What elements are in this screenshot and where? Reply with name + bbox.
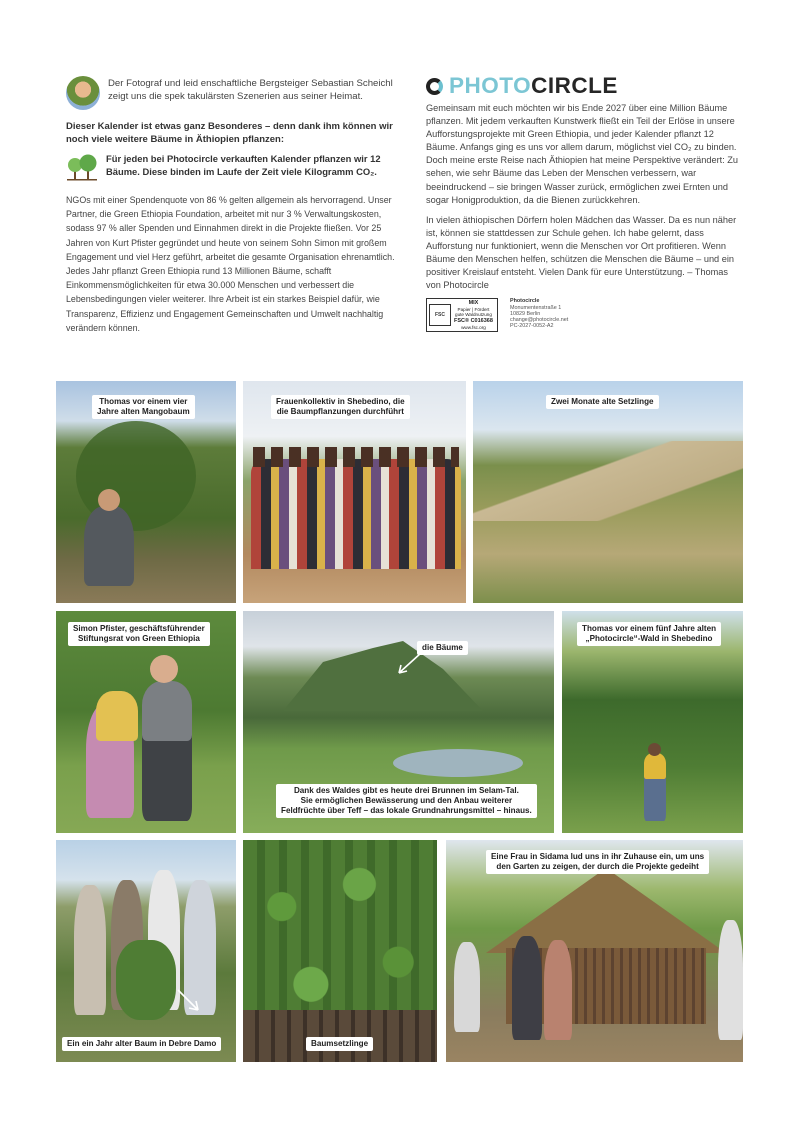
caption-sidama-home: Eine Frau in Sidama lud uns in ihr Zuhause ein, um uns den Garten zu zeigen, der durch die Projekte gedeiht [486, 850, 709, 874]
photo-selam-valley [243, 611, 554, 833]
caption-simon-pfister: Simon Pfister, geschäftsführender Stiftungsrat von Green Ethiopia [68, 622, 210, 646]
photocircle-column [426, 73, 744, 332]
photo-simon-pfister [56, 611, 236, 833]
fsc-tree-icon: FSC [429, 304, 451, 326]
paragraph-2: In vielen äthiopischen Dörfern holen Mädchen das Wasser. Da es nun näher ist, können sie stattdessen zur Schule gehen. Ich habe gelernt, dass Aufforstung nur funktioniert, wenn die Menschen vor Ort profitieren. Wenn Bäume den Menschen helfen, schützen die Menschen die Bäume – und ein positiver Kreislauf entsteht. Vielen Dank für eure Unterstützung. – Thomas von Photocircle [426, 214, 737, 291]
photo-tree-seedlings [243, 840, 437, 1062]
publisher-city: 10829 Berlin [510, 310, 541, 317]
publisher-email: change@photocircle.net [510, 316, 569, 323]
photo-debre-damo-tree [56, 840, 236, 1062]
lead-text: Dieser Kalender ist etwas ganz Besonderes – denn dank ihm können wir noch viele weitere Bäume in Äthiopien pflanzen: [66, 121, 393, 145]
logo-part-circle: CIRCLE [531, 73, 618, 98]
caption-photocircle-forest: Thomas vor einem fünf Jahre alten „Photocircle“-Wald in Shebedino [577, 622, 721, 646]
photographer-avatar [66, 76, 100, 110]
author-block [66, 76, 396, 110]
publisher-name: Photocircle [510, 298, 540, 305]
fsc-web: www.fsc.org [461, 325, 486, 331]
caption-seedlings-two-months: Zwei Monate alte Setzlinge [546, 395, 659, 409]
photo-mango-tree [56, 381, 236, 603]
fsc-badge [426, 298, 498, 332]
ngo-text: NGOs mit einer Spendenquote von 86 % gelten allgemein als hervorragend. Unser Partner, die Green Ethiopia Foundation, arbeitet mit nur 3 % Verwaltungskosten, sodass 97 % aller Spenden und Einnahmen direkt in die Projekte fließen. Vor 25 Jahren von Kurt Pfister gegründet und heute von seinem Sohn Simon mit großem Engagement und viel Herz geführt, arbeitet die gesamte Organisation ehrenamtlich. Jedes Jahr pflanzt Green Ethiopia rund 13 Millionen Bäume, schafft Einkommensmöglichkeiten für etwa 30.000 Menschen und verbessert die Lebensbedingungen vieler weiterer. Ihre Arbeit ist ein starkes Beispiel dafür, wie Transparenz, Effizienz und Engagement Gemeinschaften und Umwelt nachhaltig verändern können. [66, 195, 395, 333]
pointer-arrow-icon-2 [176, 988, 204, 1014]
caption-debre-damo: Ein ein Jahr alter Baum in Debre Damo [62, 1037, 221, 1051]
publisher-code: PC-2027-0052-A2 [510, 323, 554, 330]
fsc-mix: MIX [468, 299, 479, 306]
caption-women-collective: Frauenkollektiv in Shebedino, die die Baumpflanzungen durchführt [271, 395, 410, 419]
fsc-line-2: gute Waldnutzung [455, 312, 492, 318]
publisher-address [510, 298, 568, 329]
intro-column [66, 76, 396, 335]
photocircle-text [426, 102, 744, 292]
photo-sidama-home [446, 840, 743, 1062]
photo-photocircle-forest [562, 611, 743, 833]
photo-young-seedlings [473, 381, 743, 603]
photo-women-collective [243, 381, 466, 603]
trees-icon [66, 153, 98, 181]
publisher-street: Monumentenstraße 1 [510, 304, 562, 311]
caption-the-trees: die Bäume [417, 641, 468, 655]
photocircle-logo-icon [426, 78, 443, 95]
caption-seedlings: Baumsetzlinge [306, 1037, 373, 1051]
paragraph-1: Gemeinsam mit euch möchten wir bis Ende 2027 über eine Million Bäume pflanzen. Mit jedem verkauften Kunstwerk fließt ein Teil der Erlöse in unsere Aufforstungsprojekte mit Green Ethiopia, und jeder Kalender pflanzt 12 Bäume. Anfangs ging es uns vor allem darum, möglichst viel CO₂ zu binden. Doch meine erste Reise nach Äthiopien hat meine Perspektive verändert: Zu sehen, wie sehr Bäume das Leben der Menschen verbessern, war beeindruckend – sie bringen Wasser zurück, ermöglichen zwei Ernten und sogar Honigproduktion, da die Bienen zurückkehren. [426, 103, 739, 205]
photocircle-logo [426, 73, 744, 98]
logo-part-photo: PHOTO [449, 73, 532, 98]
trees-block [66, 153, 396, 181]
fsc-code: FSC® C016368 [454, 318, 493, 325]
caption-mango-tree: Thomas vor einem vier Jahre alten Mangobaum [92, 395, 195, 419]
author-text: Der Fotograf und leid enschaftliche Bergsteiger Sebastian Scheichl zeigt uns die spek takulärsten Szenerien aus seiner Heimat. [108, 78, 393, 102]
fsc-line-1: Papier | Fördert [457, 306, 490, 312]
trees-text: Für jeden bei Photocircle verkauften Kalender pflanzen wir 12 Bäume. Diese binden im Laufe der Zeit viele Kilogramm CO₂. [106, 153, 381, 177]
imprint-row [426, 298, 744, 332]
caption-selam-wells: Dank des Waldes gibt es heute drei Brunnen im Selam-Tal. Sie ermöglichen Bewässerung und den Anbau weiterer Feldfrüchte über Teff – das lokale Grundnahrungsmittel – hinaus. [276, 784, 537, 818]
